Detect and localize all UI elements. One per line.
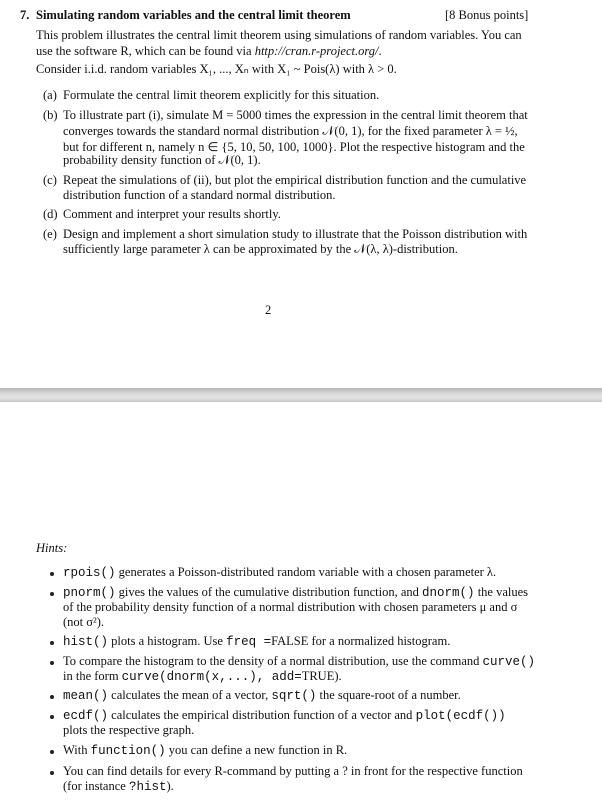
hint-line	[63, 743, 347, 759]
task-text-line: but for different n, namely n ∈ {5, 10, 50, 100, 1000}. Plot the respective histogram and the	[63, 140, 525, 154]
task-label: (d)	[43, 207, 58, 221]
hint-line	[63, 654, 535, 670]
intro-text: use the software R, which can be found via	[36, 44, 255, 58]
hint-text: ).	[166, 779, 174, 793]
points-label: [8 Bonus points]	[445, 8, 529, 22]
hint-text: calculates the empirical distribution function of a vector and	[108, 708, 416, 722]
hint-text: To compare the histogram to the density of a normal distribution, use the command	[63, 654, 483, 668]
hint-text: TRUE).	[301, 669, 342, 683]
task-text-line: sufficiently large parameter λ can be approximated by the 𝒩(λ, λ)-distribution.	[63, 242, 458, 256]
hint-text: in the form	[63, 669, 122, 683]
problem-number: 7.	[20, 8, 30, 22]
page-number: 2	[265, 303, 272, 317]
task-label: (b)	[43, 108, 58, 122]
task-text-line: Design and implement a short simulation study to illustrate that the Poisson distribution with	[63, 227, 528, 241]
hint-text: you can define a new function in R.	[165, 743, 348, 757]
hint-text: of the probability density function of a normal distribution with chosen parameters μ and σ	[63, 600, 518, 614]
task-text-line: converges towards the standard normal distribution 𝒩(0, 1), for the fixed parameter λ = ½,	[63, 124, 518, 138]
bullet-icon	[50, 592, 54, 596]
code-snippet: pnorm()	[63, 586, 116, 600]
bullet-icon	[50, 572, 54, 576]
hint-line	[63, 585, 528, 601]
hint-text: gives the values of the cumulative distribution function, and	[115, 585, 423, 599]
hint-text: With	[63, 743, 91, 757]
code-snippet: mean()	[63, 689, 109, 703]
code-snippet: sqrt()	[271, 689, 317, 703]
hint-text: the square-root of a number.	[316, 688, 461, 702]
hint-text: You can find details for every R-command by putting a ? in front for the respective function	[63, 764, 523, 778]
task-label: (a)	[43, 88, 57, 102]
task-text-line: distribution function of a standard normal distribution.	[63, 188, 336, 202]
bullet-icon	[50, 661, 54, 665]
hint-line	[63, 565, 496, 581]
hint-line	[63, 688, 461, 704]
intro-line: This problem illustrates the central limit theorem using simulations of random variables. You can	[36, 28, 522, 42]
task-text-line: Comment and interpret your results shortly.	[63, 207, 281, 221]
bullet-icon	[50, 750, 54, 754]
hint-text: the values	[474, 585, 529, 599]
hints-heading: Hints:	[36, 541, 68, 555]
hint-text: plots a histogram. Use	[108, 634, 227, 648]
task-label: (e)	[43, 227, 57, 241]
page-separator	[0, 388, 602, 402]
code-snippet: function()	[90, 744, 166, 758]
task-text-line: probability density function of 𝒩(0, 1).	[63, 153, 261, 167]
hint-line	[63, 600, 517, 615]
task-text-line: Repeat the simulations of (ii), but plot the empirical distribution function and the cumulative	[63, 173, 527, 187]
hint-text: generates a Poisson-distributed random variable with a chosen parameter λ.	[115, 565, 497, 579]
bullet-icon	[50, 695, 54, 699]
intro-line	[36, 44, 382, 59]
hint-line	[63, 764, 523, 779]
code-snippet: rpois()	[63, 566, 116, 580]
code-snippet: freq =	[226, 635, 272, 649]
code-snippet: dnorm()	[422, 586, 475, 600]
hint-text: calculates the mean of a vector,	[108, 688, 272, 702]
hint-line	[63, 723, 194, 738]
code-snippet: ecdf()	[63, 709, 109, 723]
hint-line	[63, 669, 342, 685]
hint-line	[63, 708, 506, 724]
hint-line	[63, 779, 174, 795]
problem-title: Simulating random variables and the central limit theorem	[36, 8, 351, 22]
task-text-line: To illustrate part (i), simulate M = 5000 times the expression in the central limit theorem that	[63, 108, 528, 122]
bullet-icon	[50, 771, 54, 775]
hint-text: plots the respective graph.	[63, 723, 195, 737]
hint-text: FALSE for a normalized histogram.	[271, 634, 451, 648]
hint-text: (for instance	[63, 779, 129, 793]
task-label: (c)	[43, 173, 57, 187]
bullet-icon	[50, 715, 54, 719]
bullet-icon	[50, 641, 54, 645]
hint-line	[63, 615, 104, 630]
hint-line	[63, 634, 450, 650]
intro-suffix: .	[378, 44, 382, 58]
code-snippet: ?hist	[128, 780, 167, 794]
task-text-line: Formulate the central limit theorem explicitly for this situation.	[63, 88, 380, 102]
intro-line: Consider i.i.d. random variables X₁, ..., Xₙ with X₁ ~ Pois(λ) with λ > 0.	[36, 62, 397, 76]
r-project-link[interactable]: http://cran.r-project.org/	[254, 44, 379, 58]
code-snippet: hist()	[63, 635, 109, 649]
hint-text: (not σ²).	[63, 615, 105, 629]
code-snippet: curve()	[482, 655, 536, 669]
code-snippet: plot(ecdf())	[415, 709, 506, 723]
code-snippet: curve(dnorm(x,...), add=	[121, 670, 302, 684]
